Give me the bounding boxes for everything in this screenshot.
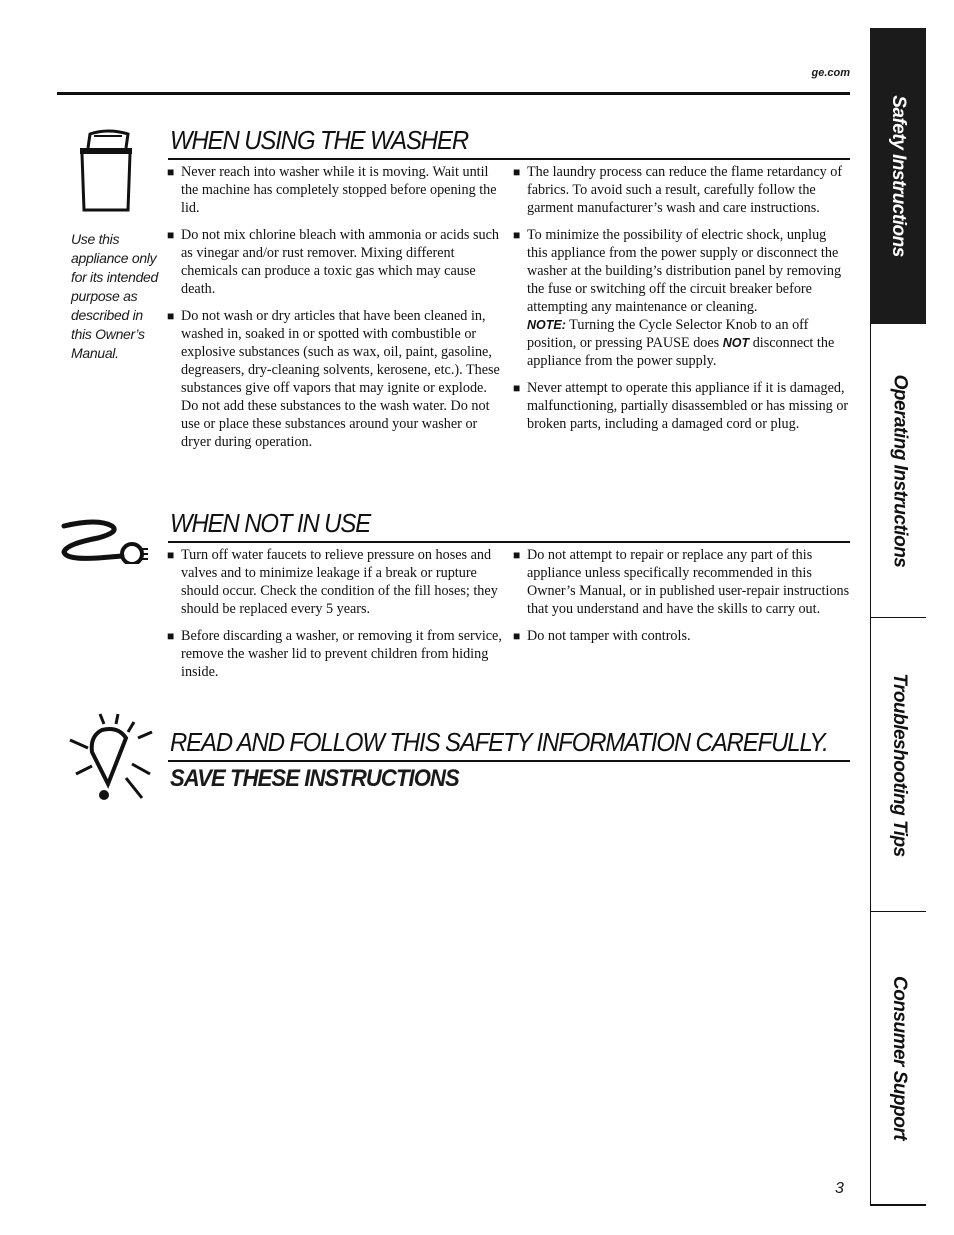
list-item: ■ Do not mix chlorine bleach with ammonia or acids such as vinegar and/or rust remover. Mixing different chemicals can produce a toxic gas which may cause death. [167,227,499,297]
section-rule-washer [168,158,850,160]
bullet-square-icon: ■ [513,629,521,643]
list-item: ■ Never attempt to operate this appliance if it is damaged, malfunctioning, partially disassembled or has missing or broken parts, including a damaged cord or plug. [513,380,849,432]
bullet-square-icon: ■ [167,548,175,562]
warning-icon [62,712,162,804]
tab-consumer-support[interactable]: Consumer Support [870,912,927,1204]
bullet-square-icon: ■ [513,165,521,179]
closing-rule [168,760,850,762]
washer-icon [74,128,138,216]
list-item: ■ Turn off water faucets to relieve pressure on hoses and valves and to minimize leakage if a break or rupture should occur. Check the condition of the fill hoses; they should be replaced every 5 years. [167,547,498,617]
list-item: ■ Do not tamper with controls. [513,628,691,644]
tab-bottom-rule [870,1204,926,1206]
list-item: ■ To minimize the possibility of electric shock, unplug this appliance from the power supply or disconnect the washer at the building’s distribution panel by removing the fuse or switching off the circuit breaker before attempting any maintenance or cleaning. NOTE: Turning the Cycle Selector Knob to an off position, or pressing PAUSE does NOT disconnect the appliance from the power supply. [513,226,850,370]
list-item: ■ The laundry process can reduce the flame retardancy of fabrics. To avoid such a result, carefully follow the garment manufacturer’s wash and care instructions. [513,164,843,216]
not-in-use-left-column [167,546,505,690]
bullet-square-icon: ■ [167,165,175,179]
section-rule-not-in-use [168,541,850,543]
read-follow-heading: READ AND FOLLOW THIS SAFETY INFORMATION CAREFULLY. [170,727,828,757]
tab-troubleshooting-tips[interactable]: Troubleshooting Tips [870,618,927,911]
tab-operating-instructions[interactable]: Operating Instructions [870,324,927,617]
list-item: ■ Do not attempt to repair or replace any part of this appliance unless specifically recommended in this Owner’s Manual, or in published user-repair instructions that you understand and have the skills to carry out. [513,547,850,617]
bullet-square-icon: ■ [167,629,175,643]
washer-left-column [167,163,505,460]
save-instructions-heading: SAVE THESE INSTRUCTIONS [170,765,459,792]
side-note: Use this appliance only for its intended purpose as described in this Owner’s Manual. [71,231,159,361]
site-url: ge.com [811,67,850,79]
bullet-square-icon: ■ [513,381,521,395]
bullet-square-icon: ■ [513,548,521,562]
page-number: 3 [835,1180,844,1197]
note: NOTE: Turning the Cycle Selector Knob to an off position, or pressing PAUSE does NOT disconnect the appliance from the power supply. [527,317,835,369]
plug-icon [58,518,150,564]
bullet-square-icon: ■ [167,228,175,242]
section-title-not-in-use: WHEN NOT IN USE [170,508,371,538]
tab-safety-instructions[interactable]: Safety Instructions [870,28,926,324]
list-item: ■ Never reach into washer while it is moving. Wait until the machine has completely stopped before opening the lid. [167,164,497,216]
note-emphasis: NOT [722,336,750,350]
not-in-use-right-column [513,546,850,654]
bullet-square-icon: ■ [513,228,521,242]
list-item: ■ Before discarding a washer, or removing it from service, remove the washer lid to prevent children from hiding inside. [167,628,502,680]
section-title-washer: WHEN USING THE WASHER [170,125,468,155]
washer-right-column [513,163,850,442]
bullet-square-icon: ■ [167,309,175,323]
list-item: ■ Do not wash or dry articles that have been cleaned in, washed in, soaked in or spotted with combustible or explosive substances (such as wax, oil, paint, gasoline, degreasers, dry-cleaning solvents, kerosene, etc.). These substances give off vapors that may ignite or explode. Do not add these substances to the wash water. Do not use or place these substances around your washer or dryer during operation. [167,308,500,450]
note-label: NOTE: [527,318,566,332]
header-rule [57,92,850,95]
